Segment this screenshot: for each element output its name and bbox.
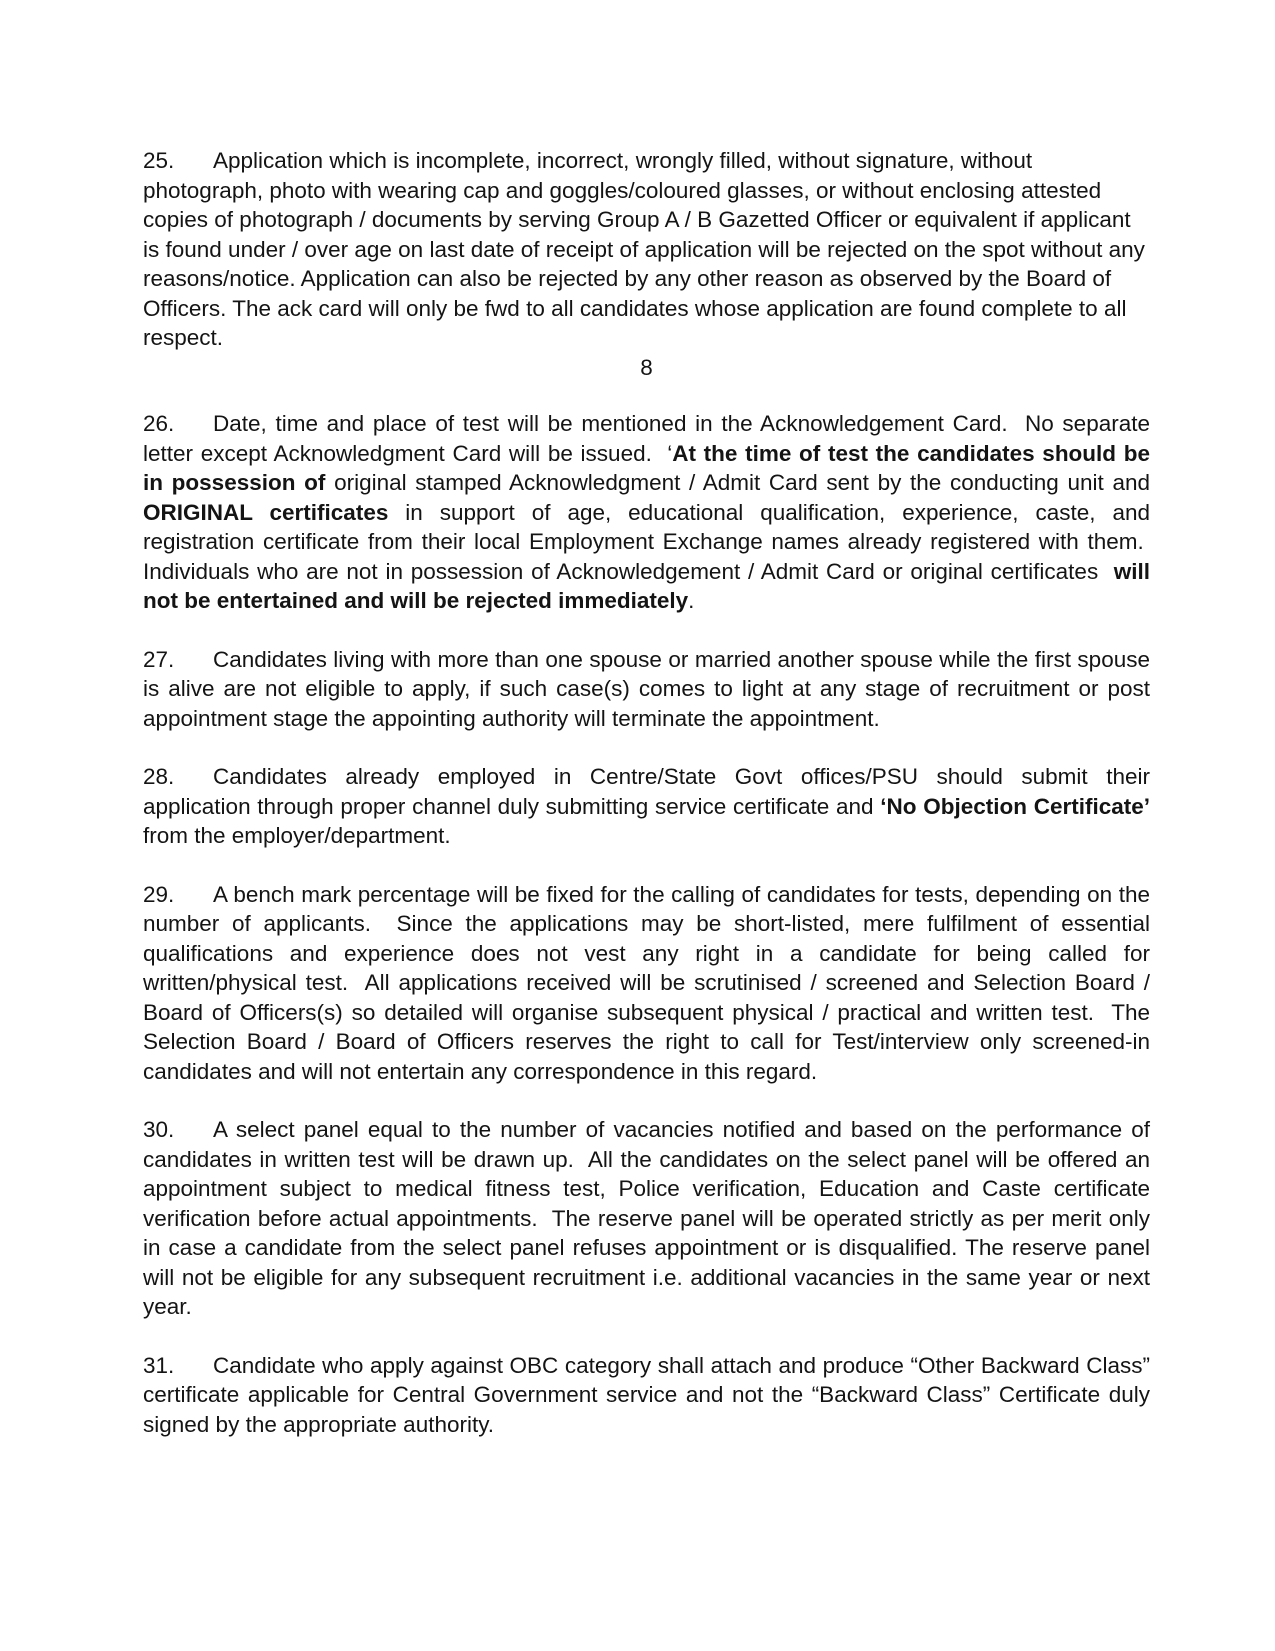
paragraph-27-text: Candidates living with more than one spouse or married another spouse while the first spouse is alive are not eligible to apply, if such case(s) comes to light at any stage of recruitment or post appointment stage the appointing authority will terminate the appointment. xyxy=(143,646,1150,731)
paragraph-28 xyxy=(143,762,1150,851)
paragraph-28-text-run: Candidates already employed in Centre/State Govt offices/PSU should submit their application through proper channel duly submitting service certificate and xyxy=(143,764,1150,819)
paragraph-26-bold-run: ORIGINAL certificates xyxy=(143,499,389,525)
paragraph-26-text-run: Date, time and place of test will be mentioned in the Acknowledgement Card. No separate letter except Acknowledgment Card will be issued. ‘ xyxy=(143,411,1150,466)
paragraph-25-number: 25. xyxy=(143,148,175,173)
paragraph-30-text: A select panel equal to the number of vacancies notified and based on the performance of candidates in written test will be drawn up. All the candidates on the select panel will be offered an appointment subject to medical fitness test, Police verification, Education and Caste certificate verification before actual appointments. The reserve panel will be operated strictly as per merit only in case a candidate from the select panel refuses appointment or is disqualified. The reserve panel will not be eligible for any subsequent recruitment i.e. additional vacancies in the same year or next year. xyxy=(143,1117,1150,1319)
paragraph-26-text-run: in support of age, educational qualification, experience, caste, and registration certificate from their local Employment Exchange names already registered with them. Individuals who are not in possession of Acknowledgement / Admit Card or original certificates xyxy=(143,499,1150,584)
paragraph-26 xyxy=(143,409,1150,616)
paragraph-28-text-run: from the employer/department. xyxy=(143,823,451,848)
paragraph-27-number: 27. xyxy=(143,646,175,672)
paragraph-29-number: 29. xyxy=(143,881,175,907)
paragraph-26-number: 26. xyxy=(143,411,175,436)
paragraph-29-text: A bench mark percentage will be fixed for the calling of candidates for tests, depending on the number of applicants. Since the applications may be short-listed, mere fulfilment of essential qualifications and experience does not vest any right in a candidate for being called for written/physical test. All applications received will be scrutinised / screened and Selection Board / Board of Officers(s) so detailed will organise subsequent physical / practical and written test. The Selection Board / Board of Officers reserves the right to call for Test/interview only screened-in candidates and will not entertain any correspondence in this regard. xyxy=(143,881,1150,1084)
paragraph-28-number: 28. xyxy=(143,764,175,789)
paragraph-28-bold-run: ‘No Objection Certificate’ xyxy=(880,793,1151,819)
paragraph-26-text-run: . xyxy=(688,588,695,613)
paragraph-31 xyxy=(143,1351,1150,1440)
paragraph-30 xyxy=(143,1115,1150,1322)
paragraph-26-text-run: original stamped Acknowledgment / Admit Card sent by the conducting unit and xyxy=(325,470,1150,495)
paragraph-25-text: Application which is incomplete, incorrect, wrongly filled, without signature, without photograph, photo with wearing cap and goggles/coloured glasses, or without enclosing attested copies of photograph / documents by serving Group A / B Gazetted Officer or equivalent if applicant is found under / over age on last date of receipt of application will be rejected on the spot without any reasons/notice. Application can also be rejected by any other reason as observed by the Board of Officers. The ack card will only be fwd to all candidates whose application are found complete to all respect. xyxy=(143,148,1145,350)
paragraph-31-number: 31. xyxy=(143,1352,175,1378)
paragraph-26-bold-run: will not be entertained and will be rejected immediately xyxy=(143,558,1150,613)
paragraph-26-bold-run: At the time of test the candidates should be in possession of xyxy=(143,440,1150,495)
paragraph-25 xyxy=(143,146,1150,353)
paragraph-29 xyxy=(143,880,1150,1087)
page-number: 8 xyxy=(640,354,653,380)
paragraph-31-text: Candidate who apply against OBC category shall attach and produce “Other Backward Class” certificate applicable for Central Government service and not the “Backward Class” Certificate duly signed by the appropriate authority. xyxy=(143,1352,1150,1437)
paragraph-27 xyxy=(143,645,1150,734)
paragraph-30-number: 30. xyxy=(143,1117,175,1142)
